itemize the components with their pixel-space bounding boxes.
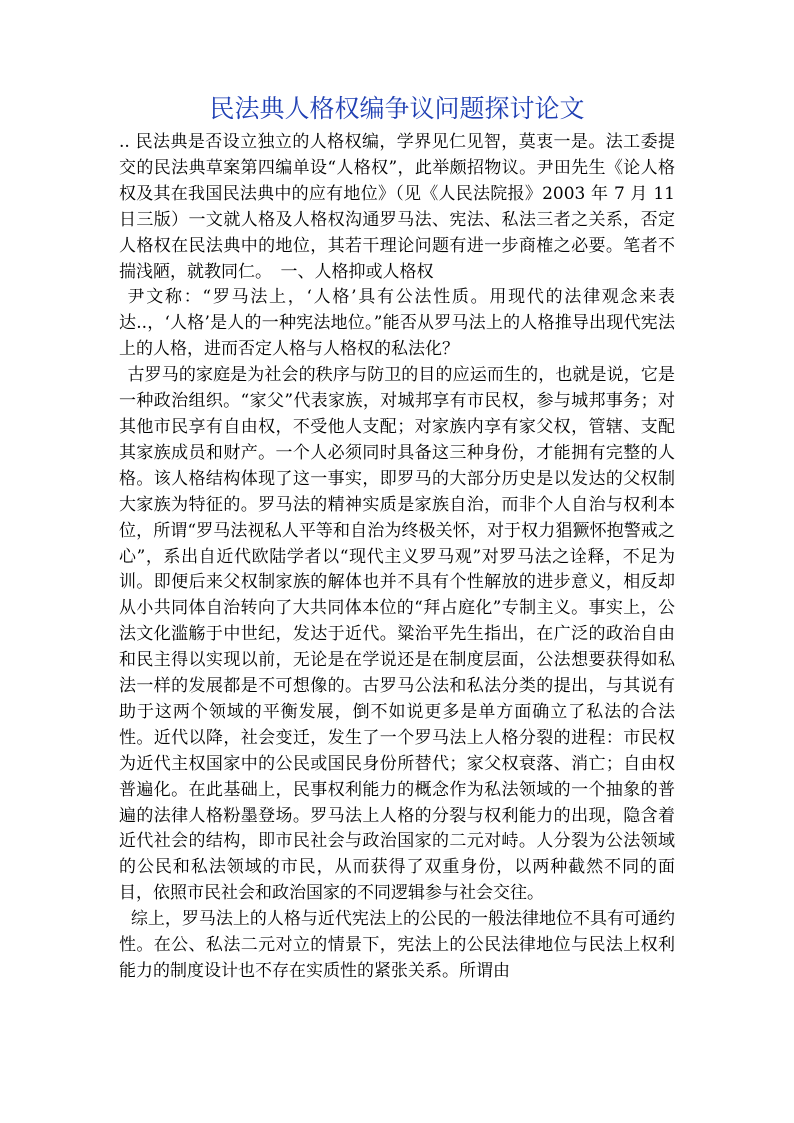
paragraph-summary: 综上，罗马法上的人格与近代宪法上的公民的一般法律地位不具有可通约性。在公、私法二元对立的情景下，宪法上的公民法律地位与民法上权利能力的制度设计也不存在实质性的紧张关系。所谓由 <box>119 909 675 981</box>
paragraph-yin-quote: 尹文称：“罗马法上，‘人格’具有公法性质。用现代的法律观念来表达..，‘人格’是人的一种宪法地位。”能否从罗马法上的人格推导出现代宪法上的人格，进而否定人格与人格权的私法化？ <box>119 287 675 360</box>
document-body <box>119 130 675 985</box>
paragraph-intro: .. 民法典是否设立独立的人格权编，学界见仁见智，莫衷一是。法工委提交的民法典草案第四编单设“人格权”，此举颇招物议。尹田先生《论人格权及其在我国民法典中的应有地位》（见《人民法院报》2003 年 7 月 11 日三版）一文就人格及人格权沟通罗马法、宪法、私法三者之关系，否定人格权在民法典中的地位，其若干理论问题有进一步商榷之必要。笔者不揣浅陋，就教同仁。 一、人格抑或人格权 <box>119 132 675 282</box>
paragraph-roman-family: 古罗马的家庭是为社会的秩序与防卫的目的应运而生的，也就是说，它是一种政治组织。“家父”代表家族，对城邦享有市民权，参与城邦事务；对其他市民享有自由权，不受他人支配；对家族内享有家父权，管辖、支配其家族成员和财产。一个人必须同时具备这三种身份，才能拥有完整的人格。该人格结构体现了这一事实，即罗马的大部分历史是以发达的父权制大家族为特征的。罗马法的精神实质是家族自治，而非个人自治与权利本位，所谓“罗马法视私人平等和自治为终极关怀，对于权力猖獗怀抱警戒之心”，系出自近代欧陆学者以“现代主义罗马观”对罗马法之诠释，不足为训。即便后来父权制家族的解体也并不具有个性解放的进步意义，相反却从小共同体自治转向了大共同体本位的“拜占庭化”专制主义。事实上，公法文化滥觞于中世纪，发达于近代。粱治平先生指出，在广泛的政治自由和民主得以实现以前，无论是在学说还是在制度层面，公法想要获得如私法一样的发展都是不可想像的。古罗马公法和私法分类的提出，与其说有助于这两个领域的平衡发展，倒不如说更多是单方面确立了私法的合法性。近代以降，社会变迁，发生了一个罗马法上人格分裂的进程：市民权为近代主权国家中的公民或国民身份所替代；家父权衰落、消亡；自由权普遍化。在此基础上，民事权利能力的概念作为私法领域的一个抽象的普遍的法律人格粉墨登场。罗马法上人格的分裂与权利能力的出现，隐含着近代社会的结构，即市民社会与政治国家的二元对峙。人分裂为公法领域的公民和私法领域的市民，从而获得了双重身份，以两种截然不同的面目，依照市民社会和政治国家的不同逻辑参与社会交往。 <box>119 365 675 904</box>
document-title: 民法典人格权编争议问题探讨论文 <box>209 94 585 123</box>
